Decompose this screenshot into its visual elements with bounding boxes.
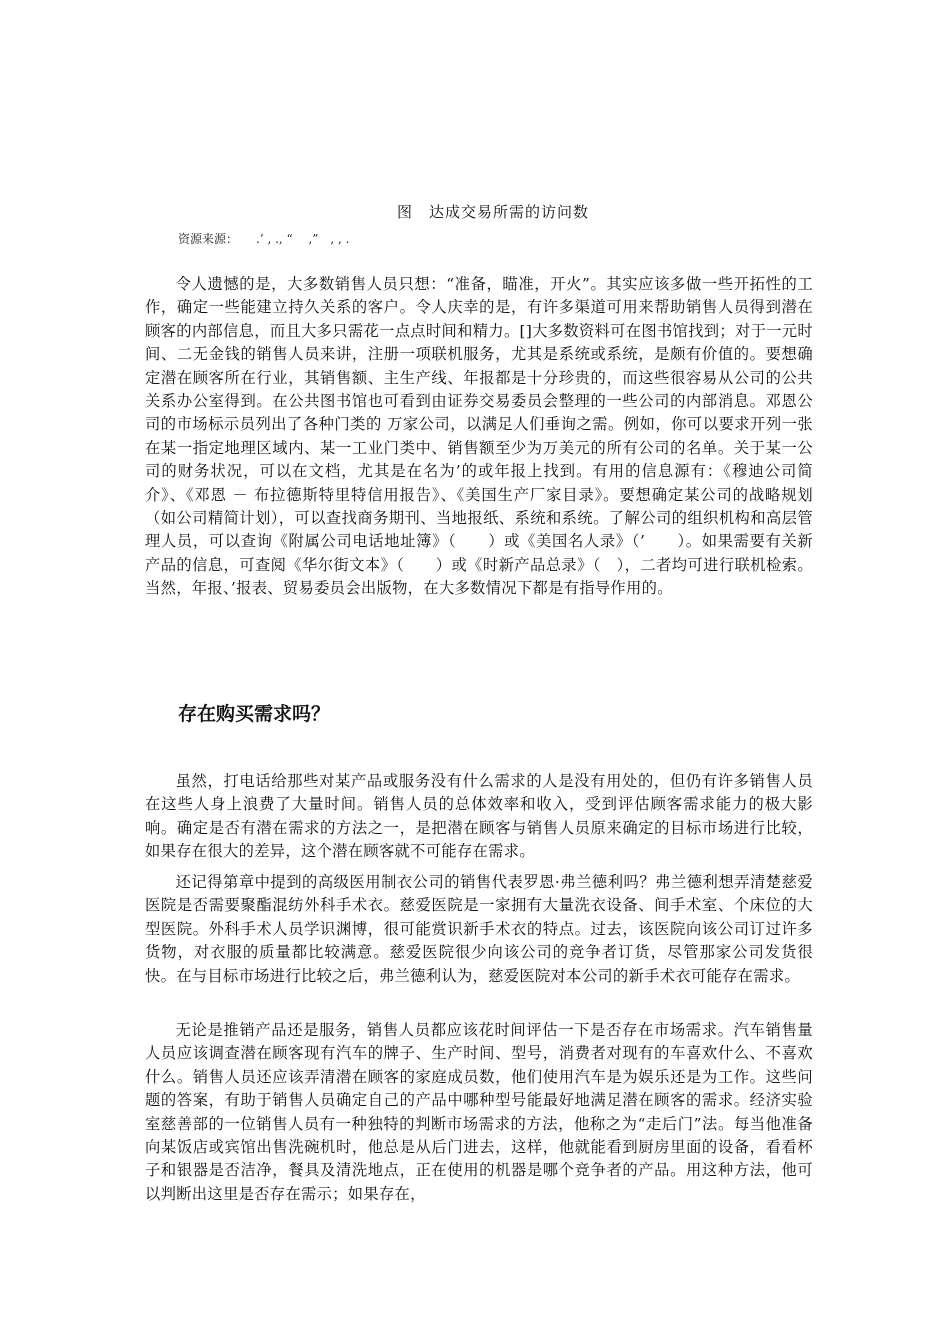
body-paragraph: 无论是推销产品还是服务，销售人员都应该花时间评估一下是否存在市场需求。汽车销售量人员应该调查潜在顾客现有汽车的牌子、生产时间、型号，消费者对现有的车喜欢什么、不喜欢什么。销售人员还应该弄清潜在顾客的家庭成员数，他们使用汽车是为娱乐还是为工作。这些问题的答案，有助于销售人员确定自己的产品中哪种型号能最好地满足潜在顾客的需求。经济实验室慈善部的一位销售人员有一种独特的判断市场需求的方法，他称之为“走后门”法。每当他准备向某饭店或宾馆出售洗碗机时，他总是从后门进去，这样，他就能看到厨房里面的设备，看看杯子和银器是否洁净，餐具及清洗地点，正在使用的机器是哪个竞争者的产品。用这种方法，他可以判断出这里是否存在需示；如果存在， xyxy=(145,1021,813,1203)
body-paragraph: 令人遗憾的是，大多数销售人员只想：“准备，瞄准，开火”。其实应该多做一些开拓性的工作，确定一些能建立持久关系的客户。令人庆幸的是，有许多渠道可用来帮助销售人员得到潜在顾客的内部信息，而且大多只需花一点点时间和精力。[]大多数资料可在图书馆找到；对于一元时间、二无金钱的销售人员来讲，注册一项联机服务，尤其是系统或系统，是颇有价值的。要想确定潜在顾客所在行业，其销售额、主生产线、年报都是十分珍贵的，而这些很容易从公司的公共关系办公室得到。在公共图书馆也可看到由证券交易委员会整理的一些公司的内部消息。邓恩公司的市场标示员列出了各种门类的 万家公司，以满足人们垂询之需。例如，你可以要求开列一张在某一指定地理区域内、某一工业门类中、销售额至少为万美元的所有公司的名单。关于某一公司的财务状况，可以在文档，尤其是在名为’的或年报上找到。有用的信息源有：《穆迪公司简介》、《邓恩 － 布拉德斯特里特信用报告》、《美国生产厂家目录》。要想确定某公司的战略规划（如公司精简计划），可以查找商务期刊、当地报纸、系统和系统。了解公司的组织机构和高层管理人员，可以查询《附属公司电话地址簿》（ ）或《美国名人录》（’ ）。如果需要有关新产品的信息，可查阅《华尔街文本》（ ）或《时新产品总录》（ ），二者均可进行联机检索。当然，年报、’报表、贸易委员会出版物，在大多数情况下都是有指导作用的。 xyxy=(145,275,813,598)
section-heading: 存在购买需求吗？ xyxy=(178,703,331,725)
figure-caption: 图 达成交易所需的访问数 xyxy=(397,203,590,221)
body-paragraph: 虽然，打电话给那些对某产品或服务没有什么需求的人是没有用处的，但仍有许多销售人员在这些人身上浪费了大量时间。销售人员的总体效率和收入，受到评估顾客需求能力的极大影响。确定是否有潜在需求的方法之一，是把潜在顾客与销售人员原来确定的目标市场进行比较，如果存在很大的差异，这个潜在顾客就不可能存在需求。 xyxy=(145,772,813,861)
figure-source: 资源来源： .’ , ., “ ,” , , . xyxy=(178,232,350,246)
body-paragraph: 还记得第章中提到的高级医用制衣公司的销售代表罗恩·弗兰德利吗？弗兰德利想弄清楚慈爱医院是否需要聚酯混纺外科手术衣。慈爱医院是一家拥有大量洗衣设备、间手术室、个床位的大型医院。外科手术人员学识渊博，很可能赏识新手术衣的特点。过去，该医院向该公司订过许多货物，对衣服的质量都比较满意。慈爱医院很少向该公司的竞争者订货，尽管那家公司发货很快。在与目标市场进行比较之后，弗兰德利认为，慈爱医院对本公司的新手术衣可能存在需求。 xyxy=(145,873,813,985)
